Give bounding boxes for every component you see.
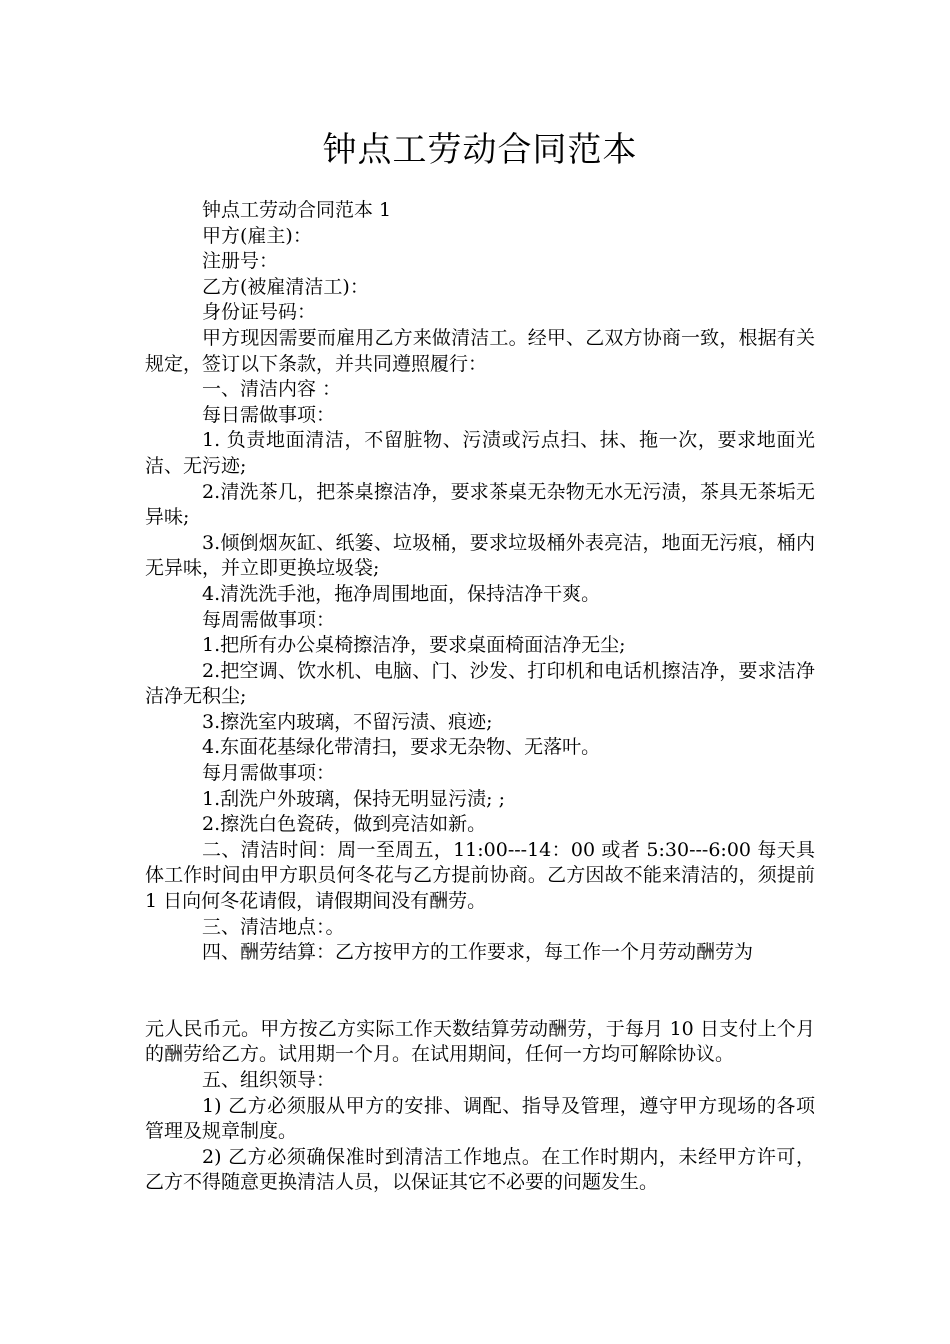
daily-item-2: 2.清洗茶几，把茶桌擦洁净，要求茶桌无杂物无水无污渍，茶具无茶垢无异味; [145,480,815,529]
document-body [145,198,815,1196]
organization-item-2: 2) 乙方必须确保准时到清洁工作地点。在工作时期内，未经甲方许可，乙方不得随意更换清洁人员，以保证其它不必要的问题发生。 [145,1145,815,1194]
paragraph-remuneration-continued: 元人民币元。甲方按乙方实际工作天数结算劳动酬劳，于每月 10 日支付上个月的酬劳给乙方。试用期一个月。在试用期间，任何一方均可解除协议。 [145,1017,815,1066]
paragraph-party-a: 甲方(雇主)： [202,224,312,247]
organization-item-1: 1) 乙方必须服从甲方的安排、调配、指导及管理，遵守甲方现场的各项管理及规章制度。 [145,1094,815,1143]
section-remuneration: 四、酬劳结算：乙方按甲方的工作要求，每工作一个月劳动酬劳为 [202,941,754,964]
subsection-daily: 每日需做事项： [202,403,336,426]
daily-item-1: 1. 负责地面清洁，不留脏物、污渍或污点扫、抹、拖一次，要求地面光洁、无污迹; [145,429,815,477]
document-page [145,128,815,1196]
section-organization: 五、组织领导： [202,1069,336,1091]
paragraph-registration: 注册号： [202,250,279,273]
paragraph-gap [145,966,815,1017]
weekly-item-3: 3.擦洗室内玻璃，不留污渍、痕迹; [202,710,493,733]
paragraph-sample-heading: 钟点工劳动合同范本 1 [202,199,392,221]
weekly-item-1: 1.把所有办公桌椅擦洁净，要求桌面椅面洁净无尘; [202,634,626,657]
section-cleaning-content: 一、清洁内容 ： [202,378,342,401]
weekly-item-2: 2.把空调、饮水机、电脑、门、沙发、打印机和电话机擦洁净，要求洁净洁净无积尘; [145,659,815,708]
subsection-monthly: 每月需做事项： [202,762,336,785]
daily-item-3: 3.倾倒烟灰缸、纸篓、垃圾桶，要求垃圾桶外表亮洁，地面无污痕，桶内无异味，并立即更换垃圾袋; [145,531,815,580]
weekly-item-4: 4.东面花基绿化带清扫，要求无杂物、无落叶。 [202,736,601,759]
subsection-weekly: 每周需做事项： [202,608,336,631]
paragraph-id-number: 身份证号码： [202,301,317,324]
paragraph-preamble: 甲方现因需要而雇用乙方来做清洁工。经甲、乙双方协商一致，根据有关规定，签订以下条款，并共同遵照履行： [145,326,815,375]
section-cleaning-time: 二、清洁时间：周一至周五，11:00---14：00 或者 5:30---6:00 每天具体工作时间由甲方职员何冬花与乙方提前协商。乙方因故不能来清洁的，须提前 1 日向何冬花请假，请假期间没有酬劳。 [145,838,815,913]
daily-item-4: 4.清洗洗手池，拖净周围地面，保持洁净干爽。 [202,582,601,605]
paragraph-party-b: 乙方(被雇清洁工)： [202,275,369,298]
document-title: 钟点工劳动合同范本 [322,130,638,170]
monthly-item-2: 2.擦洗白色瓷砖，做到亮洁如新。 [202,813,487,836]
monthly-item-1: 1.刮洗户外玻璃，保持无明显污渍; ; [202,787,505,810]
section-cleaning-location: 三、清洁地点：。 [202,915,345,938]
